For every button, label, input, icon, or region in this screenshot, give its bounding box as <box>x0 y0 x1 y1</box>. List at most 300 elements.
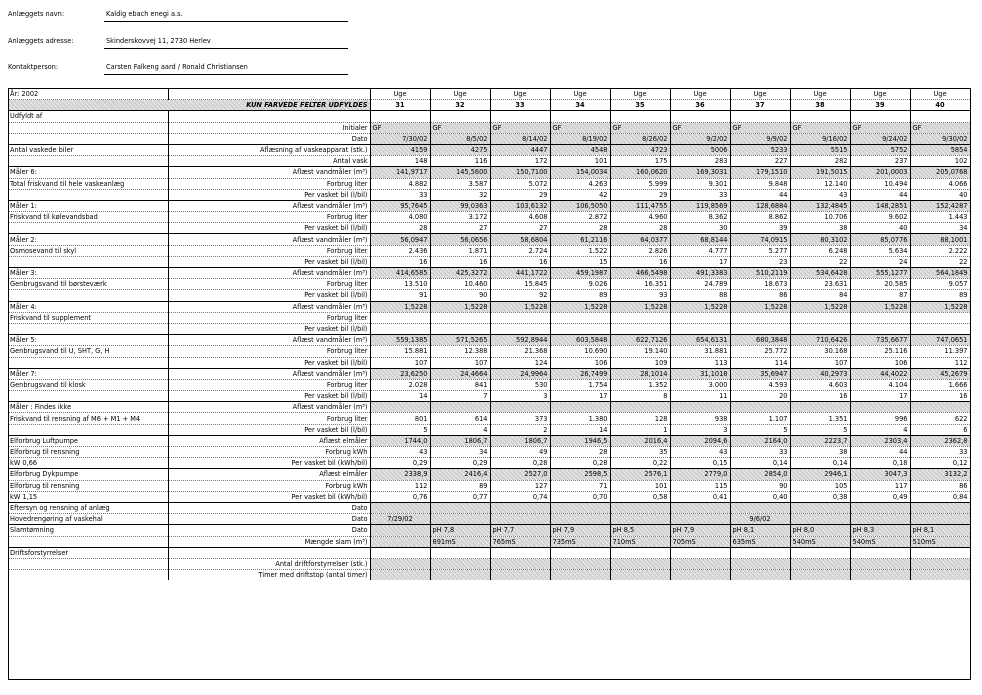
data-cell[interactable]: 1,5228 <box>490 301 550 312</box>
data-cell[interactable] <box>610 558 670 569</box>
data-cell[interactable]: 58,6804 <box>490 234 550 245</box>
data-cell[interactable]: GF <box>610 122 670 133</box>
data-cell[interactable]: 141,9717 <box>370 167 430 178</box>
data-cell[interactable]: 56,0656 <box>430 234 490 245</box>
data-cell[interactable]: 2303,4 <box>850 435 910 446</box>
data-cell[interactable] <box>730 402 790 413</box>
row-label <box>8 357 168 368</box>
data-cell[interactable] <box>610 514 670 525</box>
data-cell[interactable]: 2016,4 <box>610 435 670 446</box>
data-cell[interactable] <box>670 402 730 413</box>
data-cell[interactable]: 4723 <box>610 144 670 155</box>
data-cell: 3 <box>670 424 730 435</box>
data-cell[interactable] <box>670 570 730 581</box>
data-cell[interactable]: 1744,0 <box>370 435 430 446</box>
data-cell: 16 <box>370 256 430 267</box>
data-cell[interactable]: 1,5228 <box>430 301 490 312</box>
data-cell[interactable] <box>730 502 790 513</box>
row-sublabel: Aflæst elmåler <box>168 469 370 480</box>
data-cell[interactable] <box>550 558 610 569</box>
data-cell <box>850 312 910 323</box>
year-label: År: 2002 <box>8 89 168 100</box>
data-cell[interactable]: 1,5228 <box>850 301 910 312</box>
data-cell: 115 <box>670 480 730 491</box>
data-cell[interactable]: 88,1001 <box>910 234 970 245</box>
data-cell[interactable] <box>370 502 430 513</box>
data-cell[interactable]: 40,2973 <box>790 368 850 379</box>
data-cell: 4.080 <box>370 212 430 223</box>
row-label: Friskvand til rensning af M6 + M1 + M4 <box>8 413 168 424</box>
data-cell[interactable]: 5006 <box>670 144 730 155</box>
data-cell[interactable]: GF <box>370 122 430 133</box>
data-cell[interactable] <box>490 502 550 513</box>
table-row <box>8 200 970 211</box>
data-cell[interactable]: 635mS <box>730 536 790 547</box>
data-cell[interactable]: 169,3031 <box>670 167 730 178</box>
data-cell[interactable]: 571,5265 <box>430 335 490 346</box>
data-cell[interactable] <box>370 402 430 413</box>
data-cell[interactable] <box>490 402 550 413</box>
week-label: Uge <box>370 89 430 100</box>
data-cell[interactable] <box>490 570 550 581</box>
data-cell: 1.522 <box>550 245 610 256</box>
data-cell[interactable] <box>490 514 550 525</box>
data-cell: 237 <box>850 156 910 167</box>
row-label: Antal vaskede biler <box>8 144 168 155</box>
data-cell[interactable]: 710,6426 <box>790 335 850 346</box>
data-cell[interactable] <box>670 514 730 525</box>
data-cell[interactable] <box>370 570 430 581</box>
data-cell[interactable]: 705mS <box>670 536 730 547</box>
data-cell[interactable]: 2094,6 <box>670 435 730 446</box>
row-sublabel: Aflæst vandmåler (m³) <box>168 335 370 346</box>
data-cell[interactable]: 28,1014 <box>610 368 670 379</box>
data-cell[interactable] <box>850 558 910 569</box>
data-cell: 530 <box>490 379 550 390</box>
data-cell[interactable]: 2362,8 <box>910 435 970 446</box>
data-cell[interactable]: 179,1510 <box>730 167 790 178</box>
data-cell[interactable] <box>790 514 850 525</box>
data-cell[interactable]: 64,0377 <box>610 234 670 245</box>
data-cell[interactable]: 85,0776 <box>850 234 910 245</box>
data-cell[interactable] <box>610 570 670 581</box>
row-label <box>8 424 168 435</box>
data-cell[interactable]: 564,1849 <box>910 268 970 279</box>
data-cell[interactable]: GF <box>790 122 850 133</box>
data-cell[interactable]: 56,0947 <box>370 234 430 245</box>
data-cell[interactable]: 132,4845 <box>790 200 850 211</box>
data-cell[interactable]: 1,5228 <box>370 301 430 312</box>
week-number: 38 <box>790 100 850 111</box>
data-cell[interactable]: GF <box>730 122 790 133</box>
data-cell[interactable]: 99,0363 <box>430 200 490 211</box>
data-cell[interactable] <box>790 570 850 581</box>
row-label <box>8 156 168 167</box>
data-cell[interactable]: 603,5848 <box>550 335 610 346</box>
data-cell <box>550 547 610 558</box>
row-label: Friskvand til supplement <box>8 312 168 323</box>
data-cell: 2.222 <box>910 245 970 256</box>
data-cell[interactable]: 540mS <box>790 536 850 547</box>
data-cell <box>910 312 970 323</box>
data-cell <box>730 111 790 122</box>
row-label <box>8 122 168 133</box>
data-cell[interactable]: 95,7645 <box>370 200 430 211</box>
data-cell: 9.301 <box>670 178 730 189</box>
data-cell[interactable]: pH 7,7 <box>490 525 550 536</box>
data-cell[interactable]: 510mS <box>910 536 970 547</box>
data-cell[interactable]: 710mS <box>610 536 670 547</box>
data-cell[interactable]: pH 7,9 <box>550 525 610 536</box>
data-cell[interactable]: 2946,1 <box>790 469 850 480</box>
row-label: Måler 6: <box>8 167 168 178</box>
data-cell[interactable]: 466,5498 <box>610 268 670 279</box>
data-cell: 106 <box>850 357 910 368</box>
data-cell[interactable]: 8/14/02 <box>490 133 550 144</box>
data-cell: 33 <box>370 189 430 200</box>
data-cell[interactable] <box>550 502 610 513</box>
data-cell[interactable] <box>370 536 430 547</box>
data-cell[interactable]: 1,5228 <box>790 301 850 312</box>
row-label: Genbrugsvand til klosk <box>8 379 168 390</box>
row-label: Elforbrug til rensning <box>8 480 168 491</box>
row-sublabel: Timer med driftstop (antal timer) <box>168 570 370 581</box>
data-cell: 10.690 <box>550 346 610 357</box>
table-row <box>8 413 970 424</box>
plant-name-value[interactable]: Kaldig ebach enegi a.s. <box>106 10 183 18</box>
row-sublabel: Dato <box>168 502 370 513</box>
row-label <box>8 290 168 301</box>
row-label <box>8 133 168 144</box>
data-cell[interactable]: 491,3383 <box>670 268 730 279</box>
row-label: kW 0,66 <box>8 458 168 469</box>
data-cell[interactable]: 5233 <box>730 144 790 155</box>
data-cell[interactable]: 9/2/02 <box>670 133 730 144</box>
data-cell[interactable]: 8/26/02 <box>610 133 670 144</box>
data-cell[interactable]: GF <box>550 122 610 133</box>
data-cell: 4.593 <box>730 379 790 390</box>
data-cell: 0,28 <box>490 458 550 469</box>
data-cell[interactable]: 2576,1 <box>610 469 670 480</box>
data-cell: 0,84 <box>910 491 970 502</box>
data-cell: 22 <box>910 256 970 267</box>
data-cell[interactable]: 119,8569 <box>670 200 730 211</box>
contact-person-value[interactable]: Carsten Falkeng aard / Ronald Christiansen <box>106 63 248 71</box>
data-cell[interactable]: 891mS <box>430 536 490 547</box>
data-cell[interactable]: GF <box>910 122 970 133</box>
data-cell: 4 <box>850 424 910 435</box>
data-cell[interactable] <box>550 570 610 581</box>
data-cell[interactable] <box>850 402 910 413</box>
data-cell[interactable]: 103,6132 <box>490 200 550 211</box>
data-cell[interactable]: 2416,4 <box>430 469 490 480</box>
data-cell[interactable]: 2527,0 <box>490 469 550 480</box>
data-cell[interactable]: 1,5228 <box>550 301 610 312</box>
data-cell: 0,58 <box>610 491 670 502</box>
data-cell[interactable]: 735mS <box>550 536 610 547</box>
data-cell[interactable] <box>430 402 490 413</box>
data-cell[interactable]: 4447 <box>490 144 550 155</box>
data-cell: 113 <box>670 357 730 368</box>
row-label: Måler 2: <box>8 234 168 245</box>
row-sublabel: Per vasket bil (l/bil) <box>168 323 370 334</box>
data-cell: 117 <box>850 480 910 491</box>
data-cell[interactable]: 555,1277 <box>850 268 910 279</box>
data-cell[interactable]: 2779,0 <box>670 469 730 480</box>
data-cell[interactable]: 1,5228 <box>910 301 970 312</box>
data-cell[interactable]: 26,7499 <box>550 368 610 379</box>
data-cell[interactable]: 1806,7 <box>490 435 550 446</box>
plant-address-value[interactable]: Skinderskovvej 11, 2730 Herlev <box>106 37 211 45</box>
data-cell[interactable]: 9/16/02 <box>790 133 850 144</box>
data-cell[interactable] <box>610 502 670 513</box>
data-cell: 10.460 <box>430 279 490 290</box>
data-cell: 16 <box>790 391 850 402</box>
data-cell[interactable] <box>670 558 730 569</box>
data-cell[interactable]: 45,2679 <box>910 368 970 379</box>
table-row <box>8 156 970 167</box>
data-cell[interactable]: 5854 <box>910 144 970 155</box>
data-cell[interactable]: 510,2119 <box>730 268 790 279</box>
data-cell[interactable]: 459,1987 <box>550 268 610 279</box>
data-cell[interactable]: 559,1385 <box>370 335 430 346</box>
data-cell[interactable] <box>490 558 550 569</box>
data-cell: 996 <box>850 413 910 424</box>
data-cell[interactable]: pH 8,1 <box>910 525 970 536</box>
row-label: Osmosevand til skyl <box>8 245 168 256</box>
data-cell: 0,76 <box>370 491 430 502</box>
data-cell[interactable]: 1806,7 <box>430 435 490 446</box>
week-number: 37 <box>730 100 790 111</box>
data-cell[interactable] <box>790 402 850 413</box>
data-cell[interactable]: 735,6677 <box>850 335 910 346</box>
data-cell[interactable]: 205,0768 <box>910 167 970 178</box>
data-cell <box>730 312 790 323</box>
data-cell[interactable]: 4159 <box>370 144 430 155</box>
data-cell[interactable]: 1,5228 <box>610 301 670 312</box>
row-label <box>8 558 168 569</box>
data-cell[interactable]: 747,0651 <box>910 335 970 346</box>
data-cell[interactable]: 160,0620 <box>610 167 670 178</box>
data-cell[interactable]: 7/30/02 <box>370 133 430 144</box>
data-cell[interactable]: pH 8,3 <box>850 525 910 536</box>
data-cell[interactable]: GF <box>430 122 490 133</box>
data-cell[interactable]: 9/9/02 <box>730 133 790 144</box>
week-number: 33 <box>490 100 550 111</box>
data-cell[interactable]: 152,4287 <box>910 200 970 211</box>
data-cell[interactable]: 4275 <box>430 144 490 155</box>
data-cell[interactable]: pH 7,8 <box>430 525 490 536</box>
data-cell[interactable]: GF <box>850 122 910 133</box>
data-cell: 0,14 <box>730 458 790 469</box>
data-cell[interactable]: 24,4664 <box>430 368 490 379</box>
data-cell: 124 <box>490 357 550 368</box>
data-cell[interactable]: 61,2116 <box>550 234 610 245</box>
data-cell[interactable]: 4548 <box>550 144 610 155</box>
data-cell: 28 <box>550 447 610 458</box>
data-cell[interactable]: 201,0003 <box>850 167 910 178</box>
data-cell[interactable] <box>370 525 430 536</box>
data-cell[interactable] <box>910 558 970 569</box>
data-cell <box>490 323 550 334</box>
row-sublabel: Aflæst vandmåler (m³) <box>168 167 370 178</box>
blank-cell <box>168 89 370 100</box>
data-cell[interactable]: 425,3272 <box>430 268 490 279</box>
data-cell <box>490 312 550 323</box>
data-cell[interactable]: 44,4022 <box>850 368 910 379</box>
data-cell[interactable]: 680,3848 <box>730 335 790 346</box>
data-cell[interactable] <box>850 514 910 525</box>
data-cell[interactable]: 154,0034 <box>550 167 610 178</box>
data-cell[interactable]: pH 8,0 <box>790 525 850 536</box>
data-cell[interactable]: 8/19/02 <box>550 133 610 144</box>
data-cell[interactable]: 2338,9 <box>370 469 430 480</box>
row-label <box>8 570 168 581</box>
data-cell: 34 <box>430 447 490 458</box>
data-cell[interactable]: 9/30/02 <box>910 133 970 144</box>
data-cell[interactable] <box>850 502 910 513</box>
data-cell[interactable] <box>850 570 910 581</box>
data-cell[interactable] <box>550 514 610 525</box>
data-cell: 15.881 <box>370 346 430 357</box>
data-cell[interactable]: GF <box>670 122 730 133</box>
data-cell: 1.871 <box>430 245 490 256</box>
data-cell[interactable]: 5752 <box>850 144 910 155</box>
data-cell[interactable] <box>430 514 490 525</box>
data-cell[interactable]: 23,6250 <box>370 368 430 379</box>
row-sublabel: Per vasket bil (l/bil) <box>168 189 370 200</box>
data-cell[interactable]: 5515 <box>790 144 850 155</box>
data-cell[interactable]: 9/24/02 <box>850 133 910 144</box>
data-cell <box>610 312 670 323</box>
data-cell[interactable]: 765mS <box>490 536 550 547</box>
data-cell[interactable]: 111,4755 <box>610 200 670 211</box>
data-cell[interactable]: 622,7126 <box>610 335 670 346</box>
data-cell: 101 <box>610 480 670 491</box>
data-cell: 106 <box>550 357 610 368</box>
data-cell[interactable]: 148,2851 <box>850 200 910 211</box>
data-cell[interactable]: 654,6131 <box>670 335 730 346</box>
data-cell: 11 <box>670 391 730 402</box>
data-cell: 20 <box>730 391 790 402</box>
data-cell[interactable]: 80,3102 <box>790 234 850 245</box>
data-cell: 28 <box>550 223 610 234</box>
data-cell: 28 <box>610 223 670 234</box>
data-cell[interactable] <box>610 402 670 413</box>
data-cell[interactable] <box>670 502 730 513</box>
data-cell[interactable]: pH 7,9 <box>670 525 730 536</box>
data-cell[interactable]: 191,5015 <box>790 167 850 178</box>
data-cell[interactable]: 3047,3 <box>850 469 910 480</box>
row-label: Udfyldt af <box>8 111 168 122</box>
data-cell: 105 <box>790 480 850 491</box>
data-cell: 2 <box>490 424 550 435</box>
data-cell[interactable]: 1946,5 <box>550 435 610 446</box>
data-cell[interactable]: pH 8,5 <box>610 525 670 536</box>
data-cell: 90 <box>730 480 790 491</box>
data-cell[interactable]: 2164,0 <box>730 435 790 446</box>
data-cell[interactable]: 24,9964 <box>490 368 550 379</box>
data-cell[interactable]: 7/29/02 <box>370 514 430 525</box>
data-cell[interactable] <box>550 402 610 413</box>
data-cell[interactable] <box>430 502 490 513</box>
week-label: Uge <box>790 89 850 100</box>
data-cell[interactable] <box>790 558 850 569</box>
data-cell: 9.026 <box>550 279 610 290</box>
data-cell[interactable]: 2854,0 <box>730 469 790 480</box>
data-cell[interactable]: 128,6884 <box>730 200 790 211</box>
data-cell[interactable]: 1,5228 <box>730 301 790 312</box>
row-sublabel: Per vasket bil (l/bil) <box>168 391 370 402</box>
data-cell[interactable]: pH 8,1 <box>730 525 790 536</box>
data-cell: 9.848 <box>730 178 790 189</box>
data-cell: 13.510 <box>370 279 430 290</box>
data-cell[interactable]: 540mS <box>850 536 910 547</box>
data-cell: 38 <box>790 447 850 458</box>
data-cell: 4.104 <box>850 379 910 390</box>
data-cell[interactable]: 68,8144 <box>670 234 730 245</box>
data-cell[interactable]: 150,7100 <box>490 167 550 178</box>
row-sublabel: Per vasket bil (l/bil) <box>168 256 370 267</box>
data-cell[interactable]: 145,5600 <box>430 167 490 178</box>
data-cell[interactable]: 9/6/02 <box>730 514 790 525</box>
data-cell: 43 <box>670 447 730 458</box>
data-cell <box>550 312 610 323</box>
data-cell: 5.072 <box>490 178 550 189</box>
data-cell[interactable] <box>370 558 430 569</box>
data-cell[interactable]: 3132,2 <box>910 469 970 480</box>
data-cell[interactable] <box>790 502 850 513</box>
data-cell[interactable] <box>910 502 970 513</box>
data-cell[interactable] <box>730 570 790 581</box>
data-cell[interactable]: 1,5228 <box>670 301 730 312</box>
data-cell: 22 <box>790 256 850 267</box>
data-cell[interactable] <box>730 558 790 569</box>
week-label: Uge <box>610 89 670 100</box>
data-cell[interactable] <box>910 402 970 413</box>
data-cell[interactable]: 31,1018 <box>670 368 730 379</box>
data-cell[interactable]: 592,8944 <box>490 335 550 346</box>
data-cell[interactable]: 106,5050 <box>550 200 610 211</box>
data-cell: 16 <box>430 256 490 267</box>
data-cell[interactable]: 2598,5 <box>550 469 610 480</box>
data-cell[interactable]: GF <box>490 122 550 133</box>
data-cell[interactable] <box>910 514 970 525</box>
data-cell[interactable] <box>430 558 490 569</box>
data-cell[interactable]: 35,6947 <box>730 368 790 379</box>
table-row <box>8 234 970 245</box>
table-row <box>8 290 970 301</box>
notice-label: KUN FARVEDE FELTER UDFYLDES <box>8 100 370 111</box>
row-sublabel: Initialer <box>168 122 370 133</box>
data-cell: 614 <box>430 413 490 424</box>
data-cell[interactable] <box>430 570 490 581</box>
data-cell[interactable]: 414,6585 <box>370 268 430 279</box>
data-cell[interactable] <box>910 570 970 581</box>
table-row <box>8 547 970 558</box>
data-cell[interactable]: 74,0915 <box>730 234 790 245</box>
week-label: Uge <box>730 89 790 100</box>
data-cell[interactable]: 2223,7 <box>790 435 850 446</box>
data-cell[interactable]: 8/5/02 <box>430 133 490 144</box>
data-cell: 4.603 <box>790 379 850 390</box>
data-cell: 4.777 <box>670 245 730 256</box>
data-cell: 0,14 <box>790 458 850 469</box>
data-cell[interactable]: 534,6428 <box>790 268 850 279</box>
data-cell[interactable]: 441,1722 <box>490 268 550 279</box>
data-cell: 114 <box>730 357 790 368</box>
data-cell: 0,18 <box>850 458 910 469</box>
